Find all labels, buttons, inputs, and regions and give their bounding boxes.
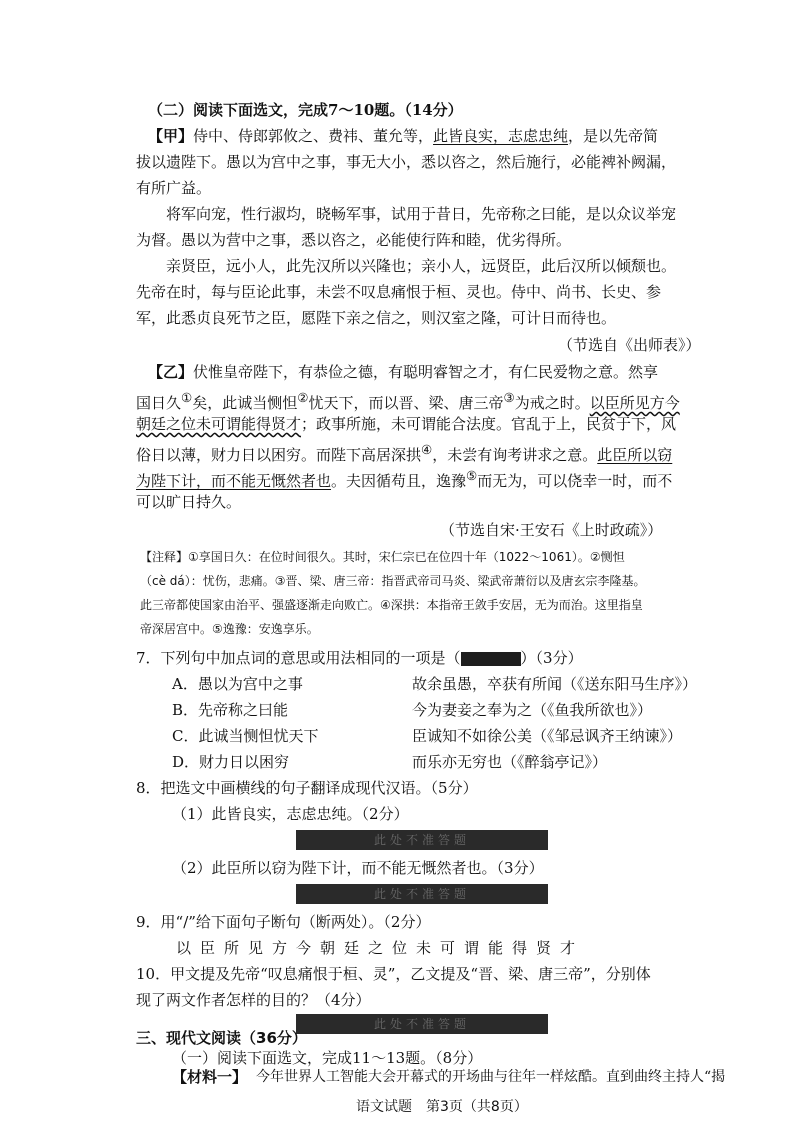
footnote-mark: ④	[421, 442, 433, 457]
passage-text: ，未尝有询考讲求之意。	[432, 446, 598, 464]
passage-text: ，是以先帝简	[568, 127, 659, 145]
option-b-label: B．先帝称之曰能	[172, 701, 289, 719]
answer-redaction-bar	[296, 884, 548, 904]
passage-text: 忧天下，而以晋、梁、唐三帝	[308, 394, 504, 412]
annotation-line: 帝深居宫中。⑤逸豫：安逸享乐。	[140, 622, 319, 636]
underlined-sentence: 为陛下计，而不能无慨然者也	[136, 472, 332, 490]
option-b-compare: 今为妻妾之奉为之（《鱼我所欲也》）	[412, 701, 653, 719]
passage-jia-line: 为督。愚以为营中之事，悉以咨之，必能使行阵和睦，优劣得所。	[136, 231, 572, 249]
option-c-compare: 臣诚知不如徐公美（《邹忌讽齐王纳谏》）	[412, 727, 683, 745]
passage-yi-line	[148, 360, 658, 384]
passage-jia-line: 亲贤臣，远小人，此先汉所以兴隆也；亲小人，远贤臣，此后汉所以倾颓也。	[166, 257, 677, 275]
passage-text: 俗日以薄，财力日以困穷。而陛下高居深拱	[136, 446, 422, 464]
passage-yi-line	[136, 438, 672, 467]
answer-redaction-bar	[296, 1014, 548, 1034]
question-text: 7．下列句中加点词的意思或用法相同的一项是（	[136, 649, 461, 667]
question-7-stem	[136, 646, 583, 670]
material-label: 【材料一】	[172, 1068, 248, 1086]
passage-text: 而无为，可以侥幸一时，而不	[477, 472, 673, 490]
footnote-mark: ②	[297, 390, 309, 405]
underlined-sentence: 此皆良实，志虑忠纯	[433, 127, 569, 145]
passage-jia-line: 军，此悉贞良死节之臣，愿陛下亲之信之，则汉室之隆，可计日而待也。	[136, 309, 617, 327]
passage-yi-line	[136, 412, 676, 436]
question-10-stem: 现了两文作者怎样的目的？（4分）	[136, 991, 371, 1009]
passage-text: 伏惟皇帝陛下，有恭俭之德，有聪明睿智之才，有仁民爱物之意。然享	[193, 363, 659, 381]
passage-jia-line: 拔以遗陛下。愚以为宫中之事，事无大小，悉以咨之，然后施行，必能裨补阙漏，	[136, 153, 677, 171]
passage-text: ；政事所施，未可谓能合法度。官乱于上，民贫于下，风	[301, 415, 677, 433]
material-text: 今年世界人工智能大会开幕式的开场曲与往年一样炫酷。直到曲终主持人“揭	[256, 1069, 726, 1085]
answer-redaction-bar	[296, 830, 548, 850]
wavy-underlined-sentence: 朝廷之位未可谓能得贤才	[136, 415, 302, 433]
question-10-stem: 10．甲文提及先帝“叹息痛恨于桓、灵”，乙文提及“晋、梁、唐三帝”，分别体	[136, 965, 651, 983]
passage-source: （节选自《出师表》）	[558, 336, 701, 354]
section-heading: 三、现代文阅读（36分）	[136, 1029, 307, 1047]
annotation-line: 此三帝都使国家由治平、强盛逐渐走向败亡。④深拱：本指帝王敛手安居，无为而治。这里指皇	[140, 598, 643, 612]
passage-jia-label: 【甲】	[148, 127, 194, 145]
question-text: ）（3分）	[520, 649, 583, 667]
question-8-stem: 8．把选文中画横线的句子翻译成现代汉语。（5分）	[136, 779, 478, 797]
question-8-sub1: （1）此皆良实，志虑忠纯。（2分）	[172, 805, 409, 823]
passage-jia-line: 有所广益。	[136, 179, 212, 197]
passage-yi-label: 【乙】	[148, 363, 194, 381]
underlined-sentence: 此臣所以窃	[597, 446, 673, 464]
passage-text: 国日久	[136, 394, 182, 412]
passage-text: 矣，此诚当恻怛	[192, 394, 298, 412]
section-heading: （二）阅读下面选文，完成7～10题。（14分）	[148, 101, 463, 119]
option-d-compare: 而乐亦无穷也（《醉翁亭记》）	[412, 753, 608, 771]
annotation-line: 【注释】①享国日久：在位时间很久。其时，宋仁宗已在位四十年（1022～1061）。②恻怛	[140, 550, 625, 564]
passage-yi-line	[136, 464, 672, 493]
footnote-mark: ①	[181, 390, 193, 405]
passage-source: （节选自宋·王安石《上时政疏》）	[440, 521, 663, 539]
question-9-stem: 9．用“/”给下面句子断句（断两处）。（2分）	[136, 913, 431, 931]
passage-jia-line: 将军向宠，性行淑均，晓畅军事，试用于昔日，先帝称之曰能，是以众议举宠	[166, 205, 677, 223]
redacted-answer	[461, 652, 521, 666]
passage-jia-line: 先帝在时，每与臣论此事，未尝不叹息痛恨于桓、灵也。侍中、尚书、长史、参	[136, 283, 662, 301]
page-footer: 语文试题 第3页（共8页）	[356, 1099, 528, 1115]
redaction-text: 此处不准答题	[373, 1017, 470, 1031]
redaction-text: 此处不准答题	[373, 833, 470, 847]
footnote-mark: ⑤	[466, 468, 478, 483]
passage-yi-line: 可以旷日持久。	[136, 493, 242, 511]
option-a-label: A．愚以为宫中之事	[172, 675, 303, 693]
passage-text: 侍中、侍郎郭攸之、费祎、董允等，	[193, 127, 434, 145]
passage-yi-line	[136, 386, 680, 415]
question-8-sub2: （2）此臣所以窃为陛下计，而不能无慨然者也。（3分）	[172, 859, 544, 877]
passage-text: 为戒之时。	[514, 394, 590, 412]
option-c-label: C．此诚当恻怛忧天下	[172, 727, 319, 745]
sub-section-heading: （一）阅读下面选文，完成11～13题。（8分）	[172, 1049, 483, 1067]
passage-text: 。夫因循苟且，逸豫	[331, 472, 467, 490]
redaction-text: 此处不准答题	[373, 887, 470, 901]
option-d-label: D．财力日以困穷	[172, 753, 290, 771]
passage-jia-line	[148, 124, 658, 148]
footnote-mark: ③	[503, 390, 515, 405]
annotation-line: （cè dá）：忧伤，悲痛。③晋、梁、唐三帝：指晋武帝司马炎、梁武帝萧衍以及唐玄宗李隆基。	[140, 574, 646, 588]
option-a-compare: 故余虽愚，卒获有所闻（《送东阳马生序》）	[412, 675, 698, 693]
question-9-sentence: 以臣所见方今朝廷之位未可谓能得贤才	[176, 939, 585, 957]
wavy-underlined-sentence: 以臣所见方今	[589, 394, 680, 412]
